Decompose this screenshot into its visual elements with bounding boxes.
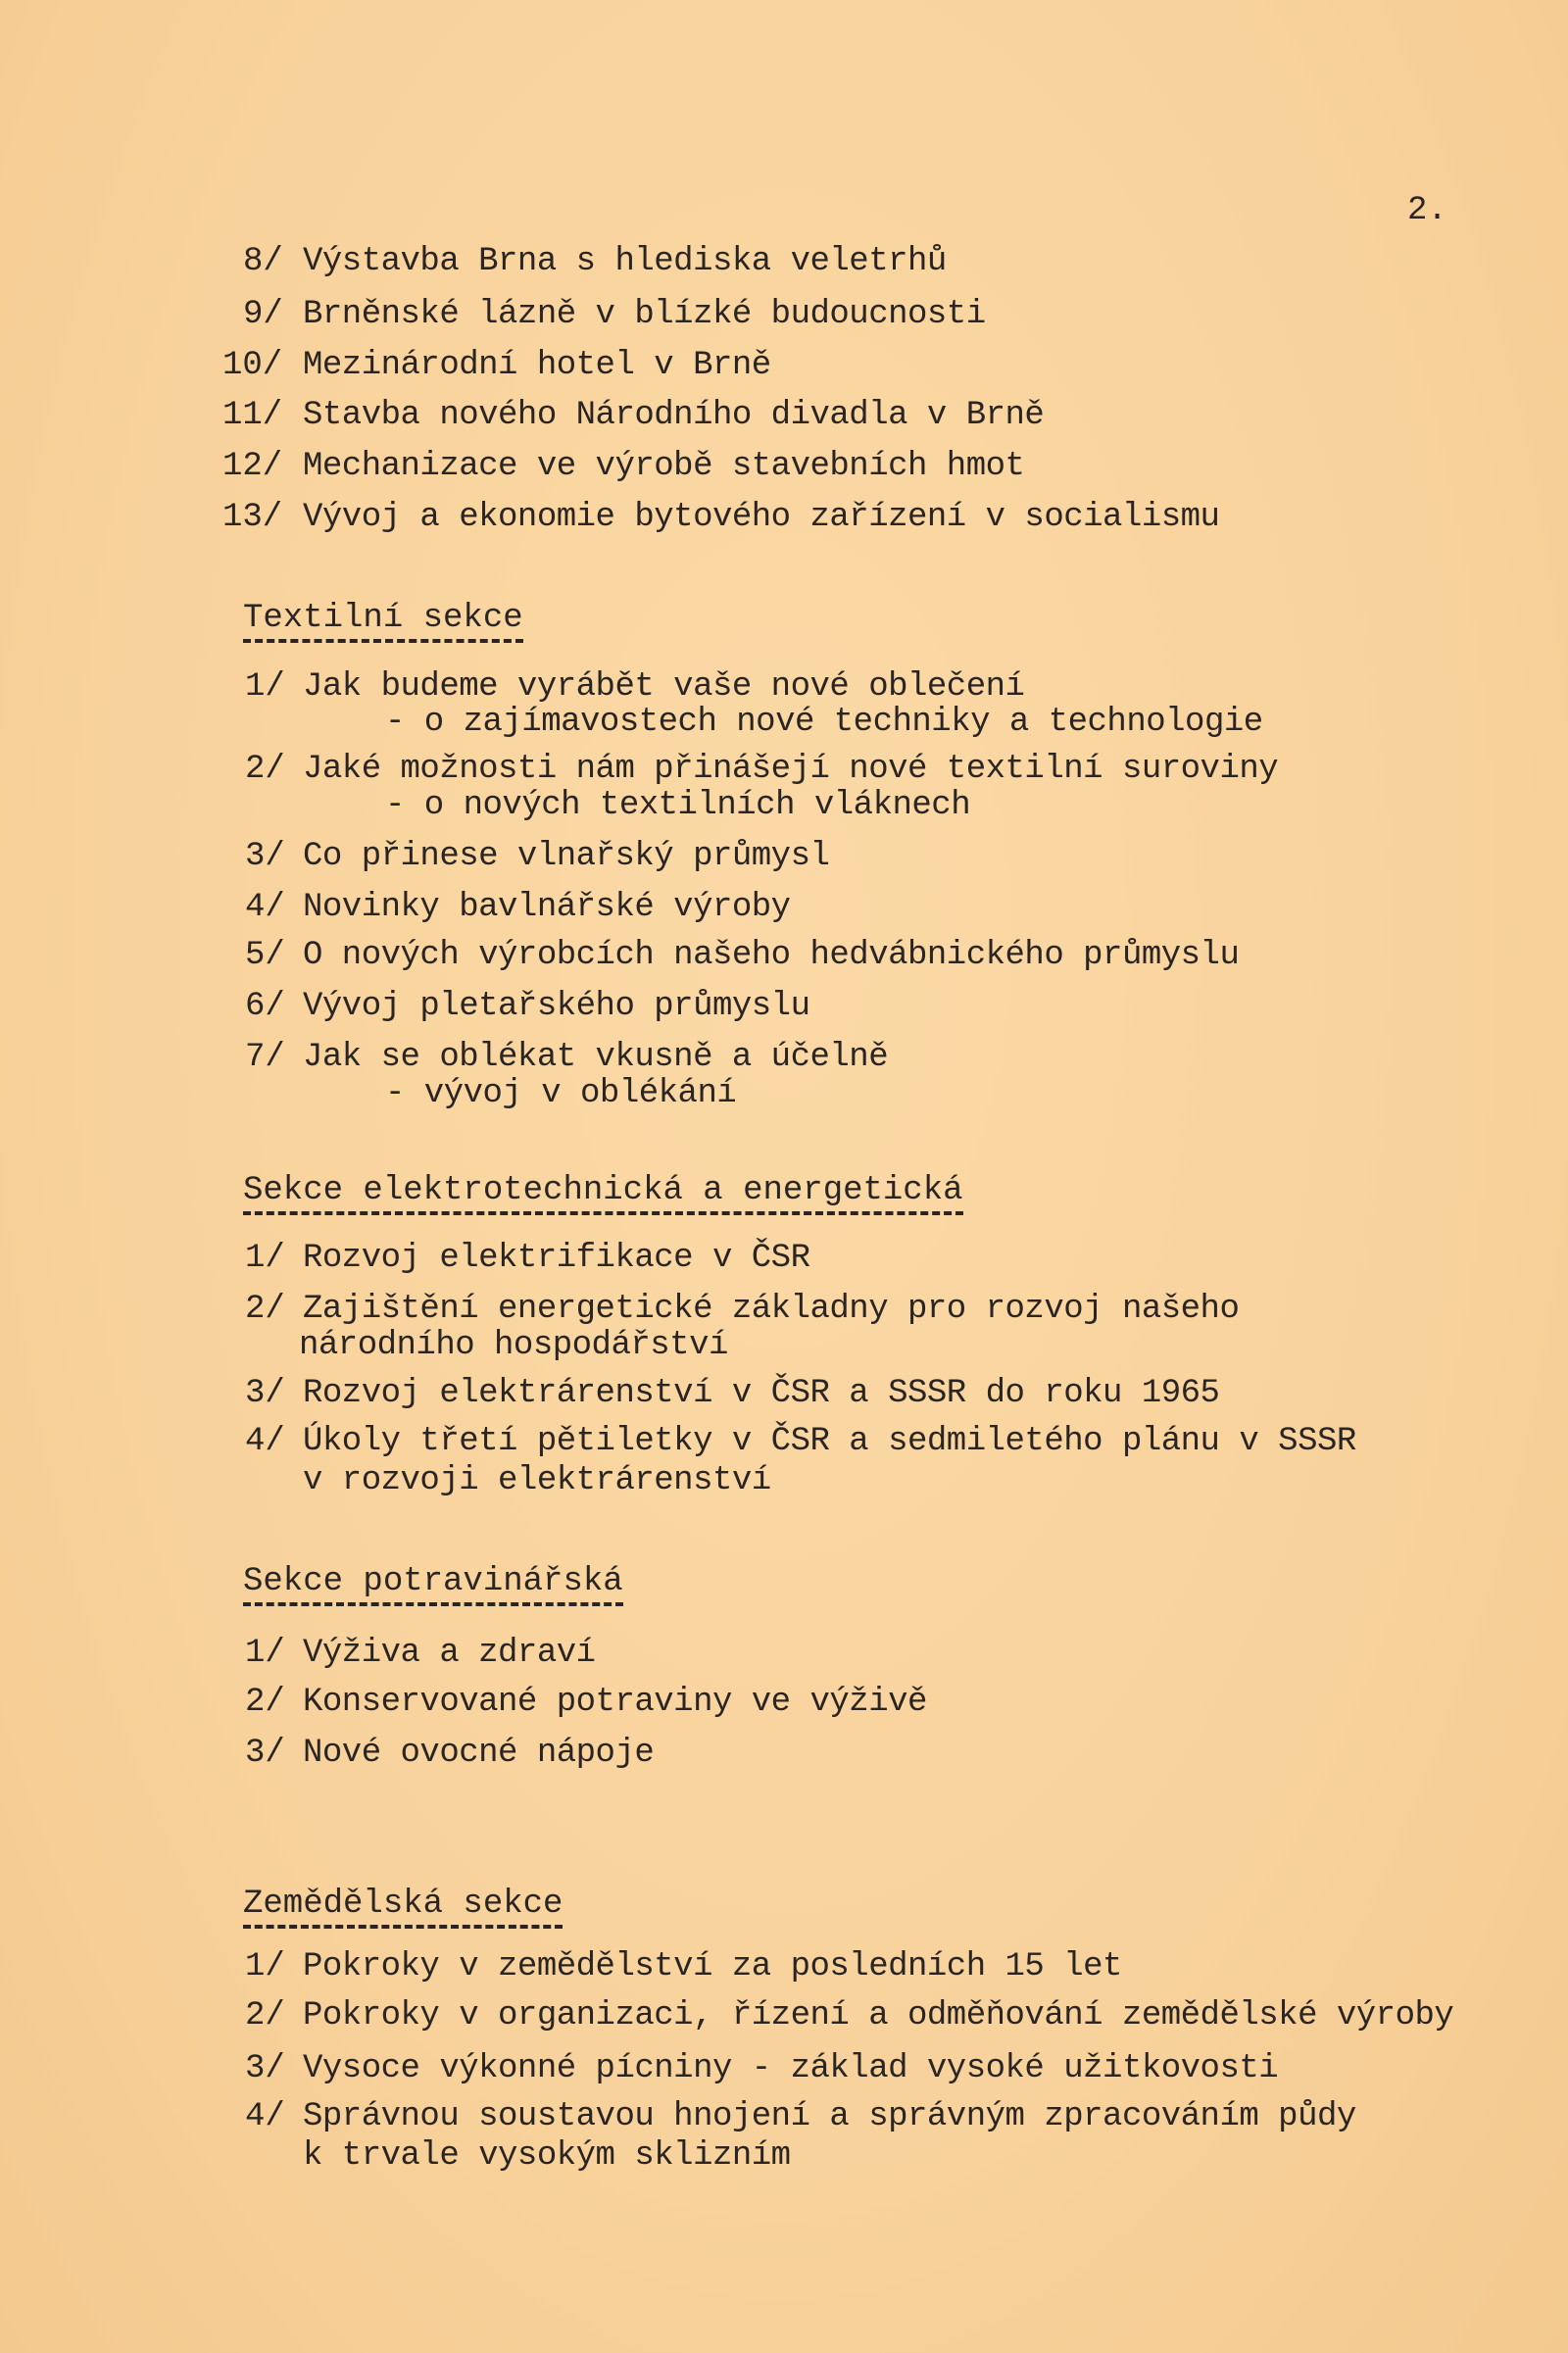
item-number: 5/ (245, 937, 285, 974)
item-number: 3/ (245, 1735, 285, 1772)
list-item-continuation: národního hospodářství (299, 1327, 728, 1364)
list-item: Pokroky v organizaci, řízení a odměňování zemědělské výroby (303, 1997, 1454, 2034)
item-number: 9/ (243, 296, 283, 333)
list-item: Jak se oblékat vkusně a účelně (303, 1039, 889, 1076)
item-number: 2/ (245, 751, 285, 788)
section-heading: Sekce potravinářská (243, 1563, 623, 1606)
list-item: Výstavba Brna s hlediska veletrhů (303, 243, 947, 280)
list-item: Mezinárodní hotel v Brně (303, 347, 771, 384)
section-heading: Textilní sekce (243, 600, 523, 643)
page-number: 2. (1407, 192, 1447, 229)
list-item: Vývoj a ekonomie bytového zařízení v socialismu (303, 499, 1220, 536)
list-item: Pokroky v zemědělství za posledních 15 let (303, 1948, 1122, 1985)
item-number: 3/ (245, 1375, 285, 1412)
list-item-continuation: - o zajímavostech nové techniky a technologie (385, 704, 1263, 741)
item-number: 10/ (222, 347, 283, 384)
list-item: Jak budeme vyrábět vaše nové oblečení (303, 668, 1025, 706)
list-item: Konservované potraviny ve výživě (303, 1684, 927, 1721)
item-number: 3/ (245, 2050, 285, 2087)
list-item: Novinky bavlnářské výroby (303, 889, 791, 926)
list-item-continuation: k trvale vysokým sklizním (303, 2137, 791, 2175)
item-number: 1/ (245, 668, 285, 706)
item-number: 2/ (245, 1684, 285, 1721)
list-item: Vývoj pletařského průmyslu (303, 988, 810, 1025)
list-item: Stavba nového Národního divadla v Brně (303, 397, 1045, 434)
list-item: Rozvoj elektrárenství v ČSR a SSSR do roku 1965 (303, 1375, 1220, 1412)
item-number: 11/ (222, 397, 283, 434)
section-heading: Sekce elektrotechnická a energetická (243, 1172, 963, 1215)
list-item: Správnou soustavou hnojení a správným zpracováním půdy (303, 2098, 1356, 2135)
item-number: 4/ (245, 1423, 285, 1460)
item-number: 1/ (245, 1635, 285, 1672)
list-item-continuation: - vývoj v oblékání (385, 1075, 737, 1112)
list-item: Mechanizace ve výrobě stavebních hmot (303, 448, 1025, 485)
list-item: Vysoce výkonné pícniny - základ vysoké užitkovosti (303, 2050, 1279, 2087)
item-number: 2/ (245, 1291, 285, 1328)
item-number: 3/ (245, 838, 285, 875)
list-item-continuation: - o nových textilních vláknech (385, 787, 971, 824)
item-number: 1/ (245, 1948, 285, 1985)
item-number: 4/ (245, 2098, 285, 2135)
list-item: Výživa a zdraví (303, 1635, 596, 1672)
section-heading: Zemědělská sekce (243, 1886, 563, 1929)
item-number: 7/ (245, 1039, 285, 1076)
list-item: Nové ovocné nápoje (303, 1735, 655, 1772)
list-item: Brněnské lázně v blízké budoucnosti (303, 296, 986, 333)
list-item: Zajištění energetické základny pro rozvoj našeho (303, 1291, 1240, 1328)
item-number: 13/ (222, 499, 283, 536)
item-number: 12/ (222, 448, 283, 485)
list-item: Úkoly třetí pětiletky v ČSR a sedmiletého plánu v SSSR (303, 1423, 1356, 1460)
item-number: 1/ (245, 1240, 285, 1277)
list-item: Jaké možnosti nám přinášejí nové textilní suroviny (303, 751, 1279, 788)
list-item: O nových výrobcích našeho hedvábnického průmyslu (303, 937, 1240, 974)
list-item-continuation: v rozvoji elektrárenství (303, 1462, 771, 1499)
list-item: Rozvoj elektrifikace v ČSR (303, 1240, 810, 1277)
item-number: 6/ (245, 988, 285, 1025)
item-number: 2/ (245, 1997, 285, 2034)
item-number: 8/ (243, 243, 283, 280)
list-item: Co přinese vlnařský průmysl (303, 838, 830, 875)
item-number: 4/ (245, 889, 285, 926)
